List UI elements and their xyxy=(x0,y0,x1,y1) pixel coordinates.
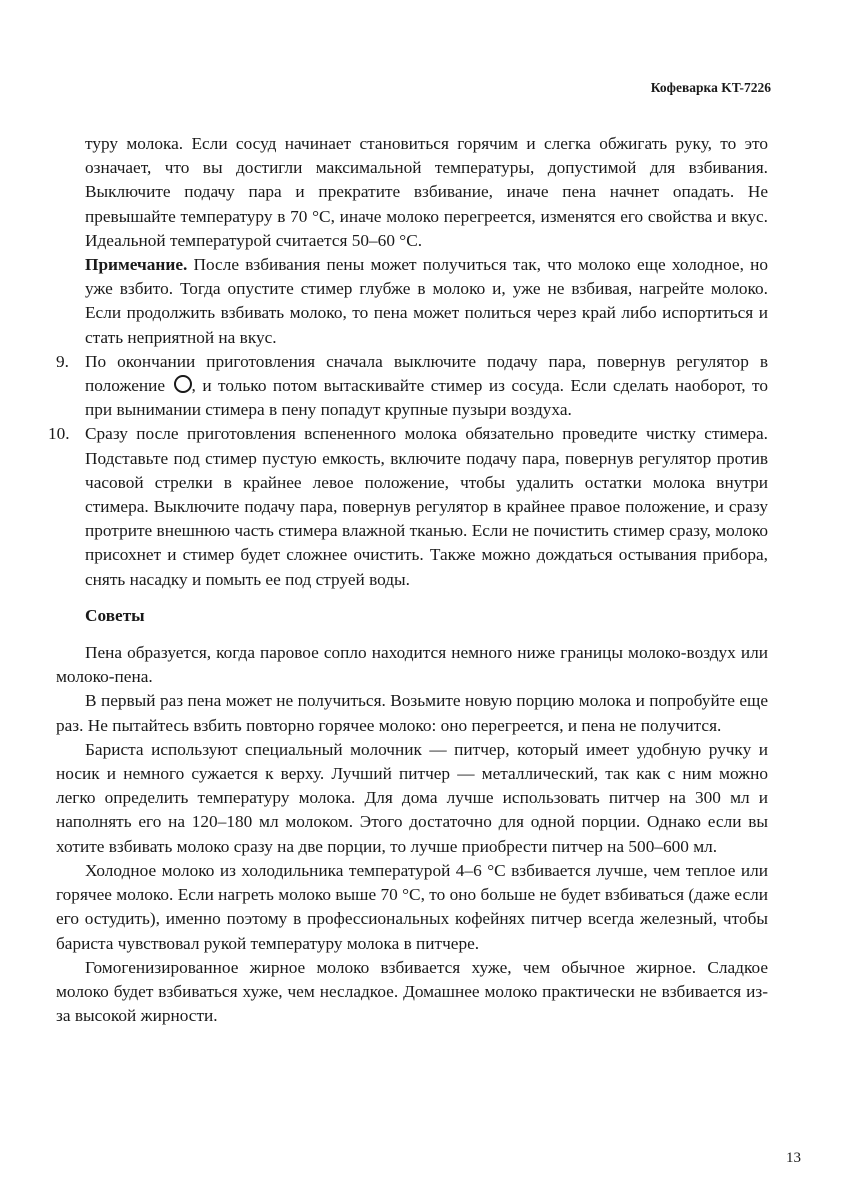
step-text-after: , и только потом вытаскивайте стимер из сосуда. Если сделать наоборот, то при вынимании стимера в пену попадут крупные пузыри воздуха. xyxy=(85,376,768,420)
list-item-10 xyxy=(48,422,768,591)
note-paragraph xyxy=(85,253,768,350)
list-item-9 xyxy=(56,350,768,423)
note-label: Примечание. xyxy=(85,255,188,275)
off-position-circle-icon xyxy=(174,375,192,393)
list-number: 10. xyxy=(48,424,70,444)
tip-paragraph: Пена образуется, когда паровое сопло находится немного ниже границы молоко-воздух или молоко-пена. xyxy=(56,643,768,687)
list-number: 9. xyxy=(56,351,69,371)
step-text-before: По окончании приготовления сначала выключите подачу пара, повернув регулятор в положение xyxy=(85,351,768,396)
page-number: 13 xyxy=(786,1150,801,1166)
continuation-block xyxy=(56,132,768,350)
tip-paragraph: Холодное молоко из холодильника температурой 4–6 °C взбивается лучше, чем теплое или горячее молоко. Если нагреть молоко выше 70 °C, то оно больше не будет взбиваться (даже если его остудить), именно поэтому в профессиональных кофейнях питчер всегда железный, чтобы бариста чувствовал рукой температуру молока в питчере. xyxy=(56,860,768,953)
step-text: Сразу после приготовления вспененного молока обязательно проведите чистку стимера. Подставьте под стимер пустую емкость, включите подачу пара, повернув регулятор против часовой стрелки в крайнее левое положение, чтобы удалить остатки молока внутри стимера. Выключите подачу пара, повернув регулятор в крайнее правое положение, и сразу протрите внешнюю часть стимера влажной тканью. Если не почистить стимер сразу, молоко присохнет и стимер будет сложнее очистить. Также можно дождаться остывания прибора, снять насадку и помыть ее под струей воды. xyxy=(85,424,768,589)
tip-paragraph: В первый раз пена может не получиться. Возьмите новую порцию молока и попробуйте еще раз. Не пытайтесь взбить повторно горячее молоко: оно перегреется, и пена не получится. xyxy=(56,691,768,735)
continuation-paragraph: туру молока. Если сосуд начинает становиться горячим и слегка обжигать руку, то это означает, что вы достигли максимальной температуры, допустимой для взбивания. Выключите подачу пара и прекратите взбивание, иначе пена начнет опадать. Не превышайте температуру в 70 °C, иначе молоко перегреется, изменятся его свойства и вкус. Идеальной температурой считается 50–60 °C. xyxy=(85,134,768,250)
tip-paragraph: Бариста используют специальный молочник — питчер, который имеет удобную ручку и носик и немного сужается к верху. Лучший питчер — металлический, так как с ним можно легко определить температуру молока. Для дома лучше использовать питчер на 300 мл и наполнять его на 120–180 мл молоком. Этого достаточно для одной порции. Однако если вы хотите взбивать молоко сразу на две порции, то лучше приобрести питчер на 500–600 мл. xyxy=(56,739,768,856)
tip-paragraph: Гомогенизированное жирное молоко взбивается хуже, чем обычное жирное. Сладкое молоко будет взбиваться хуже, чем несладкое. Домашнее молоко практически не взбивается из-за высокой жирности. xyxy=(56,957,768,1026)
section-title-tips: Советы xyxy=(85,605,145,625)
note-text: После взбивания пены может получиться так, что молоко еще холодное, но уже взбито. Тогда опустите стимер глубже в молоко и, уже не взбивая, нагрейте молоко. Если продолжить взбивать молоко, то пена может политься через край либо испортиться и стать неприятной на вкус. xyxy=(85,255,768,347)
running-header: Кофеварка KT-7226 xyxy=(650,80,771,95)
page-body xyxy=(48,132,768,1028)
